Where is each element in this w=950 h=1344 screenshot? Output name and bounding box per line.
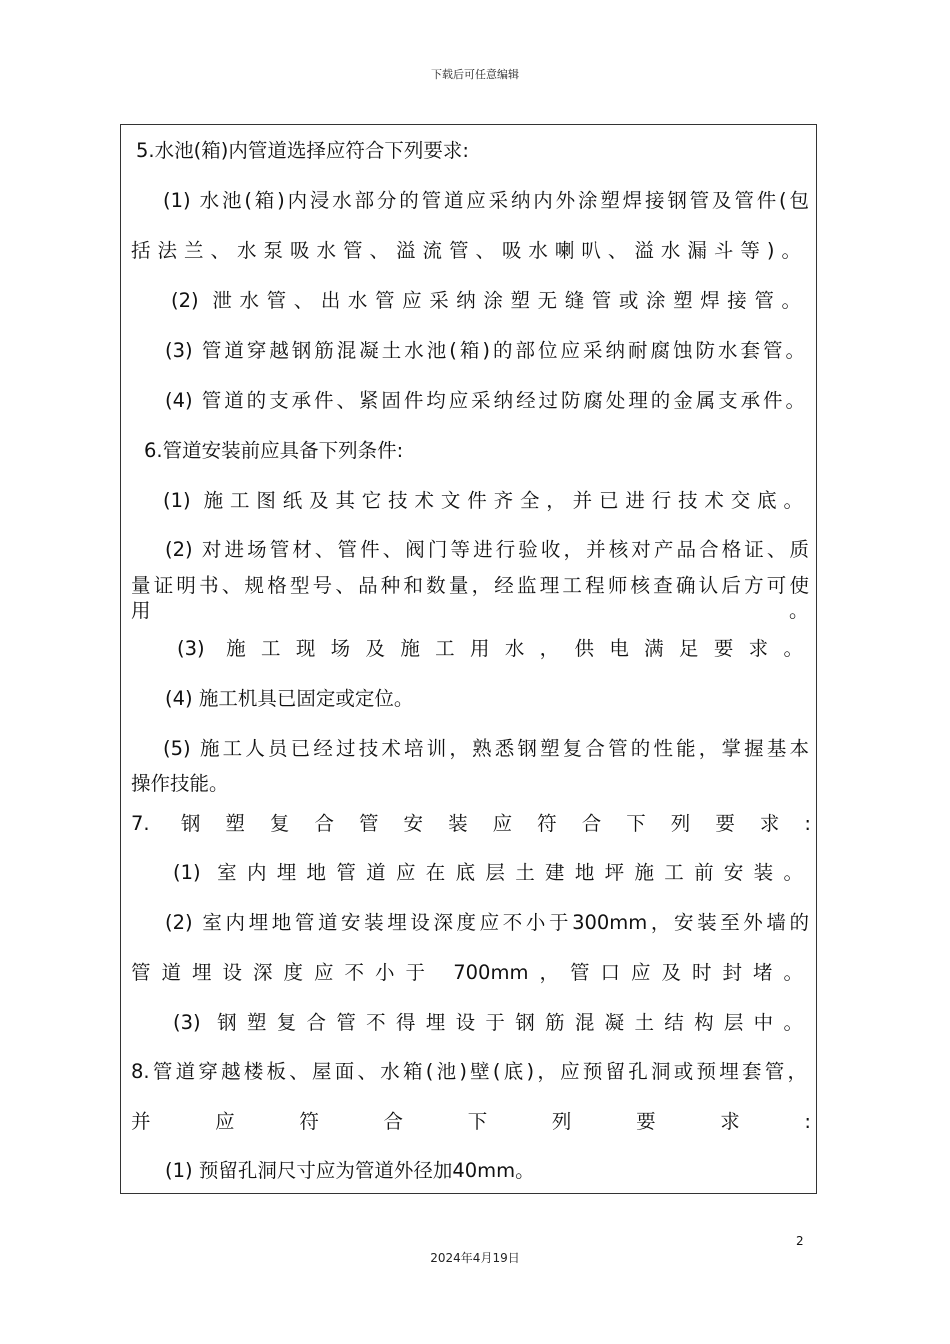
section-6-heading: 6.管道安装前应具备下列条件: <box>144 439 404 462</box>
paragraph-line: (2) 对进场管材、管件、阀门等进行验收，并核对产品合格证、质 <box>165 538 809 561</box>
paragraph-line: (1) 室内埋地管道应在底层土建地坪施工前安装。 <box>173 861 803 884</box>
paragraph-line: (4) 管道的支承件、紧固件均应采纳经过防腐处理的金属支承件。 <box>165 389 805 412</box>
paragraph-line: 用 <box>131 599 151 622</box>
paragraph-line: (4) 施工机具已固定或定位。 <box>165 687 414 710</box>
content-frame <box>120 124 817 1194</box>
page-number: 2 <box>796 1234 804 1248</box>
paragraph-line: (1) 预留孔洞尺寸应为管道外径加40mm。 <box>165 1159 535 1182</box>
section-7-heading: 7. 钢塑复合管安装应符合下列要求: <box>131 812 811 835</box>
section-5-heading: 5.水池(箱)内管道选择应符合下列要求: <box>136 139 469 162</box>
section-8-heading: 8.管道穿越楼板、屋面、水箱(池)壁(底)，应预留孔洞或预埋套管， <box>131 1060 807 1083</box>
paragraph-line: 量证明书、规格型号、品种和数量，经监理工程师核查确认后方可使 <box>131 574 809 597</box>
paragraph-line: (3) 管道穿越钢筋混凝土水池(箱)的部位应采纳耐腐蚀防水套管。 <box>165 339 805 362</box>
paragraph-line: 管道埋设深度应不小于 700mm，管口应及时封堵。 <box>131 961 803 984</box>
paragraph-line: (2) 室内埋地管道安装埋设深度应不小于300mm，安装至外墙的 <box>165 911 809 934</box>
paragraph-line: (2) 泄水管、出水管应采纳涂塑无缝管或涂塑焊接管。 <box>171 289 801 312</box>
paragraph-line: 操作技能。 <box>131 772 229 795</box>
paragraph-line: 并应符合下列要求: <box>131 1110 811 1133</box>
footer-date: 2024年4月19日 <box>430 1251 520 1265</box>
page-header: 下载后可任意编辑 <box>431 68 519 81</box>
paragraph-line: (5) 施工人员已经过技术培训，熟悉钢塑复合管的性能，掌握基本 <box>163 737 809 760</box>
paragraph-line: (3) 施工现场及施工用水，供电满足要求。 <box>177 637 803 660</box>
paragraph-line: (1) 施工图纸及其它技术文件齐全，并已进行技术交底。 <box>163 489 803 512</box>
paragraph-line: 括法兰、水泵吸水管、溢流管、吸水喇叭、溢水漏斗等)。 <box>131 239 801 262</box>
paragraph-line: (1) 水池(箱)内浸水部分的管道应采纳内外涂塑焊接钢管及管件(包 <box>163 189 809 212</box>
paragraph-punctuation: 。 <box>789 599 809 622</box>
paragraph-line: (3) 钢塑复合管不得埋设于钢筋混凝土结构层中。 <box>173 1011 803 1034</box>
